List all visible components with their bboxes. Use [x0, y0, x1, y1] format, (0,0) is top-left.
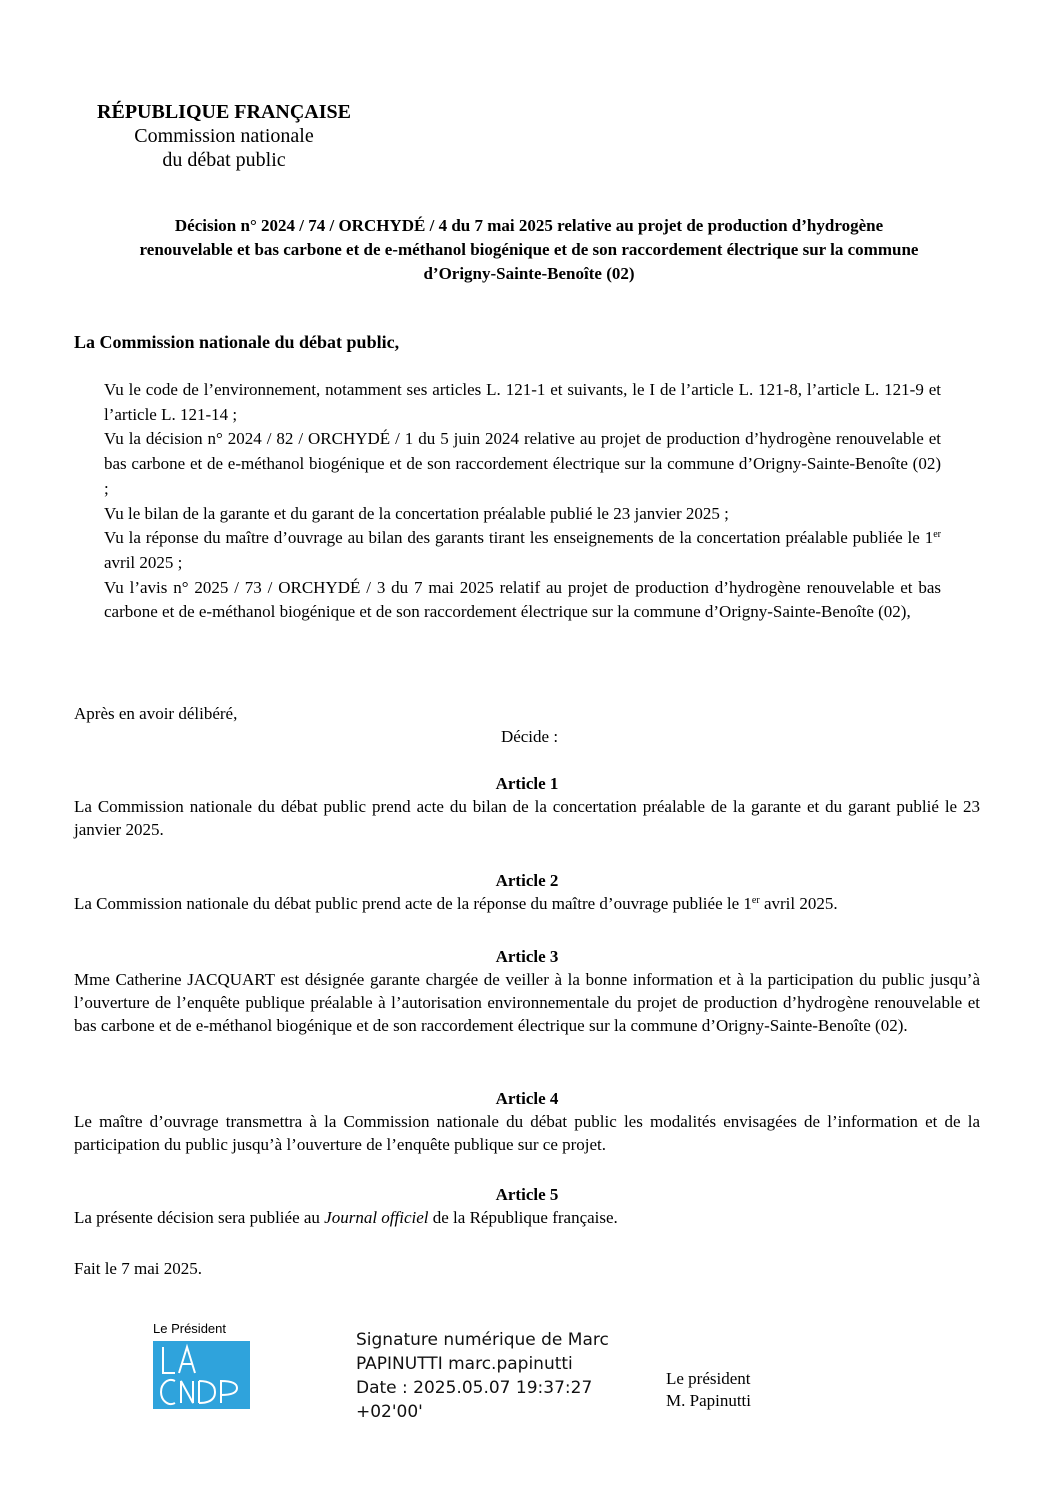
article-heading: Article 2	[495, 871, 559, 890]
article-heading: Article 3	[495, 947, 559, 966]
ordinal-sup: er	[933, 529, 941, 541]
article-text-part: La présente décision sera publiée au	[74, 1208, 325, 1227]
intro-line: La Commission nationale du débat public,	[74, 332, 400, 352]
signature-line: Date : 2025.05.07 19:37:27	[356, 1378, 593, 1398]
signature-line: +02'00'	[356, 1402, 423, 1422]
decide-heading: Décide :	[500, 727, 559, 746]
article-text-part: de la République française.	[428, 1208, 618, 1227]
signature-line: Signature numérique de Marc	[356, 1330, 609, 1350]
title-line: renouvelable et bas carbone et de e-méthanol biogénique et de son raccordement électrique sur la commune	[139, 240, 919, 259]
visa-text: avril 2025 ;	[104, 552, 183, 572]
commission-line-2: du débat public	[162, 149, 286, 171]
article-text-part: La Commission nationale du débat public prend acte de la réponse du maître d’ouvrage publiée le 1	[74, 894, 752, 913]
visa-item: Vu le bilan de la garante et du garant de la concertation préalable publié le 23 janvier 2025 ;	[104, 503, 729, 523]
cndp-logo	[153, 1341, 250, 1409]
president-block	[666, 1368, 751, 1412]
article-1	[74, 772, 980, 841]
ordinal-sup: er	[751, 895, 760, 906]
article-text	[74, 1206, 980, 1229]
visa-item: Vu l’avis n° 2025 / 73 / ORCHYDÉ / 3 du 7 mai 2025 relatif au projet de production d’hydrogène renouvelable et bas carbone et de e-méthanol biogénique et de son raccordement électrique sur la commune d’Origny-Sainte-Benoîte (02),	[104, 577, 941, 622]
title-line: d’Origny-Sainte-Benoîte (02)	[423, 264, 635, 283]
article-5	[74, 1183, 980, 1229]
article-heading: Article 4	[495, 1089, 559, 1108]
article-3	[74, 945, 980, 1037]
article-2	[74, 869, 980, 915]
article-text: La Commission nationale du débat public prend acte du bilan de la concertation préalable de la garante et du garant publié le 23 janvier 2025.	[74, 797, 980, 839]
article-text: Mme Catherine JACQUART est désignée garante chargée de veiller à la bonne information et à la participation du public jusqu’à l’ouverture de l’enquête publique préalable à l’autorisation environnementale du projet de production d’hydrogène renouvelable et bas carbone et de e-méthanol biogénique et de son raccordement électrique sur la commune d’Origny-Sainte-Benoîte (02).	[74, 970, 980, 1035]
signature-line: PAPINUTTI marc.papinutti	[356, 1354, 573, 1374]
president-title: Le président	[666, 1369, 751, 1388]
cndp-logo-icon	[153, 1341, 250, 1409]
journal-officiel: Journal officiel	[324, 1208, 429, 1227]
visa-text: Vu la réponse du maître d’ouvrage au bilan des garants tirant les enseignements de la concertation préalable publiée le 1	[104, 528, 934, 548]
visa-item: Vu le code de l’environnement, notamment ses articles L. 121-1 et suivants, le I de l’article L. 121-8, l’article L. 121-9 et l’article L. 121-14 ;	[104, 380, 941, 424]
article-heading: Article 5	[495, 1185, 559, 1204]
visa-item	[104, 526, 941, 575]
article-text	[74, 892, 980, 915]
digital-signature	[356, 1328, 609, 1424]
title-line: Décision n° 2024 / 74 / ORCHYDÉ / 4 du 7 mai 2025 relative au projet de production d’hydrogène	[174, 216, 884, 235]
visas-block	[104, 378, 941, 625]
logo-label: Le Président	[153, 1321, 226, 1336]
apres-deliberation: Après en avoir délibéré,	[74, 704, 238, 723]
article-4	[74, 1087, 980, 1156]
commission-line-1: Commission nationale	[134, 125, 314, 147]
signature-logo-block	[153, 1321, 253, 1409]
decision-title	[74, 214, 984, 286]
republic-heading: RÉPUBLIQUE FRANÇAISE	[97, 101, 351, 123]
fait-date: Fait le 7 mai 2025.	[74, 1259, 202, 1278]
article-text-part: avril 2025.	[759, 894, 838, 913]
article-heading: Article 1	[495, 774, 559, 793]
visa-item: Vu la décision n° 2024 / 82 / ORCHYDÉ / 1 du 5 juin 2024 relative au projet de production d’hydrogène renouvelable et bas carbone et de e-méthanol biogénique et de son raccordement électrique sur la commune d’Origny-Sainte-Benoîte (02) ;	[104, 429, 941, 498]
president-name: M. Papinutti	[666, 1391, 752, 1410]
article-text: Le maître d’ouvrage transmettra à la Commission nationale du débat public les modalités envisagées de l’information et de la participation du public jusqu’à l’ouverture de l’enquête publique sur ce projet.	[74, 1112, 980, 1154]
header-block	[74, 100, 374, 172]
